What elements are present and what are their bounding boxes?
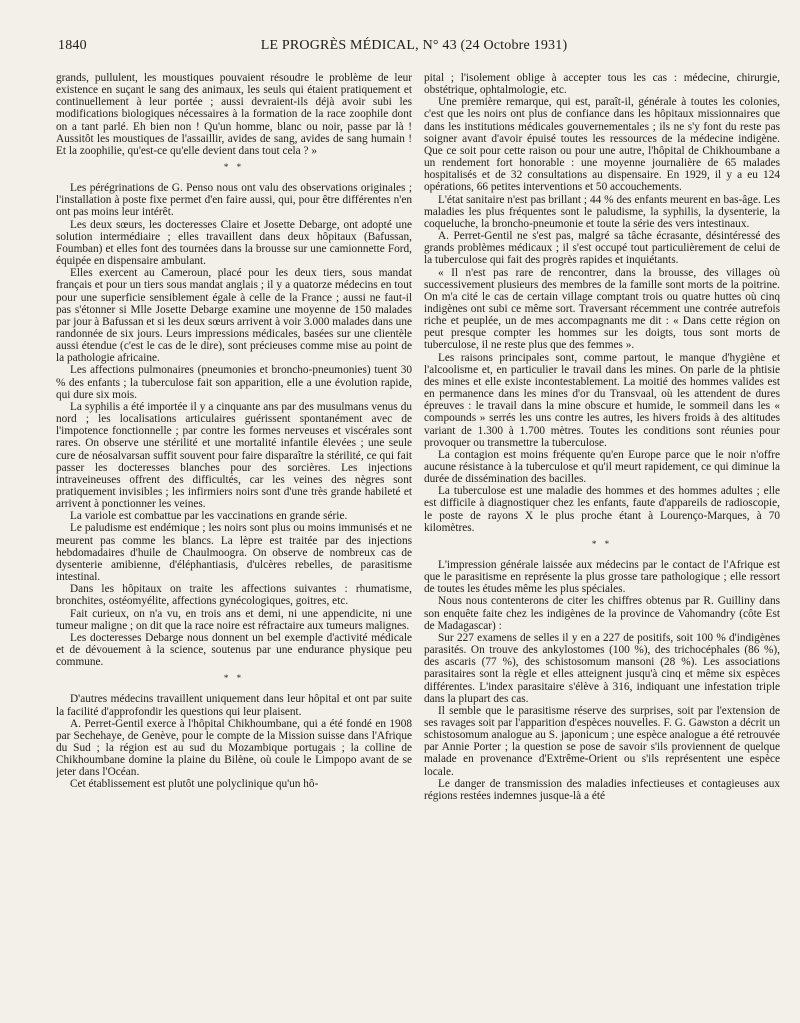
paragraph: La syphilis a été importée il y a cinquante ans par des musulmans venus du nord ; les localisations articulaires guérissent spontanément avec de l'impotence fonctionnelle ; par contre les formes nerveuses et viscérales sont rares. On observe une stérilité et une mortalité infantile élevées ; une seule cure de néosalvarsan suffit souvent pour faire disparaître la stérilité, ce qui fait passer les docteresses blanches pour des sorcières. Les injections intraveineuses offrent des difficultés, car les veines des nègres sont pratiquement invisibles ; les infirmiers noirs sont d'une très grande habileté et arrivent à ponctionner les veines. — [56, 400, 412, 511]
paragraph: Dans les hôpitaux on traite les affections suivantes : rhumatisme, bronchites, ostéomyélite, affections gynécologiques, goitres, etc. — [56, 583, 412, 608]
paragraph: La tuberculose est une maladie des hommes et des hommes adultes ; elle est difficile à diagnostiquer chez les enfants, faute d'appareils de radioscopie, le poste de rayons X le plus proche étant à Lourenço-Marques, à 70 kilomètres. — [424, 485, 780, 534]
paragraph: Les raisons principales sont, comme partout, le manque d'hygiène et l'alcoolisme et, en particulier le travail dans les mines. On parle de la phtisie des mines et elle existe incontestablement. La moitié des hommes valides est en permanence dans les mines d'or du Transvaal, où les attendent de dures épreuves : le travail dans la mine obscure et humide, le sommeil dans les « compounds » serrés les uns contre les autres, les hivers froids à des altitudes variant de 1.300 à 1.700 mètres. Toutes les conditions sont réunies pour provoquer ou transmettre la tuberculose. — [424, 351, 780, 449]
paragraph: Sur 227 examens de selles il y en a 227 de positifs, soit 100 % d'indigènes parasités. On trouve des ankylostomes (100 %), des trichocéphales (86 %), des ascaris (77 %), des schistosomum mansoni (28 %). Les associations parasitaires sont la règle et elles atteignent jusqu'à cinq et même six espèces différentes. L'index parasitaire s'élève à 316, indiquant une infestation triple dans la plupart des cas. — [424, 631, 780, 705]
paragraph: Elles exercent au Cameroun, placé pour les deux tiers, sous mandat français et pour un tiers sous mandat anglais ; il y a quatorze médecins en tout pour une superficie sensiblement égale à celle de la France ; aussi ne faut-il pas s'étonner si Mlle Josette Debarge examine une moyenne de 150 malades par jour à Bafussan et si les deux sœurs arrivent à voir 3.000 malades dans une randonnée de six jours. Leurs impressions médicales, basées sur une clientèle aussi étendue (c'est le cas de le dire), sont précieuses comme mise au point de la pathologie africaine. — [56, 267, 412, 365]
paragraph: A. Perret-Gentil exerce à l'hôpital Chikhoumbane, qui a été fondé en 1908 par Sechehaye, de Genève, pour le compte de la Mission suisse dans l'Afrique du Sud ; la région est au sud du Mozambique portugais ; la colline de Chikhoumbane domine la plaine du Bilène, où coule le Limpopo avant de se jeter dans l'Océan. — [56, 717, 412, 779]
paragraph: grands, pullulent, les moustiques pouvaient résoudre le problème de leur existence en suçant le sang des animaux, les seuls qui étaient pratiquement et continuellement à leur portée ; aussi devraient-ils déjà avoir subi les modifications biologiques nécessaires à la formation de la race zoophile dont on a tant parlé. Eh bien non ! Qu'un homme, blanc ou noir, passe par là ! Aussitôt les moustiques de l'assaillir, avides de sang, avides de sang humain ! Et la zoophilie, qu'est-ce qu'elle devient dans tout cela ? » — [56, 72, 412, 157]
paragraph: « Il n'est pas rare de rencontrer, dans la brousse, des villages où successivement plusieurs des membres de la famille sont morts de la poitrine. On m'a cité le cas de certain village comptant trois ou quatre huttes où cinq indigènes ont subi ce même sort. Traversant récemment une contrée autrefois riche et peuplée, un de mes accompagnants me dit : « Dans cette région on peut presque compter les hommes sur les doigts, tous sont morts de tuberculose, il ne reste plus que des femmes ». — [424, 266, 780, 352]
paragraph: Les pérégrinations de G. Penso nous ont valu des observations originales ; l'installation à poste fixe permet d'en faire aussi, qui, pour être différentes n'en ont pas moins leur intérêt. — [56, 182, 412, 219]
right-column — [424, 72, 780, 1016]
paragraph: La variole est combattue par les vaccinations en grande série. — [70, 510, 348, 523]
left-column — [56, 72, 412, 1016]
page-number: 1840 — [58, 38, 87, 53]
paragraph: pital ; l'isolement oblige à accepter tous les cas : médecine, chirurgie, obstétrique, ophtalmologie, etc. — [424, 72, 780, 97]
paragraph: La contagion est moins fréquente qu'en Europe parce que le noir n'offre aucune résistance à la tuberculose et qu'il meurt rapidement, ce qui diminue la durée de dissémination des bacilles. — [424, 448, 780, 486]
asterism-separator: * * — [591, 538, 613, 549]
paragraph: Le danger de transmission des maladies infectieuses et contagieuses aux régions restées indemnes jusque-là a été — [424, 777, 780, 802]
paragraph: Nous nous contenterons de citer les chiffres obtenus par R. Guilliny dans son enquête faite chez les indigènes de la province de Vahomandry (côte Est de Madagascar) : — [424, 595, 780, 632]
paragraph: L'état sanitaire n'est pas brillant ; 44 % des enfants meurent en bas-âge. Les maladies les plus fréquentes sont le paludisme, la syphilis, la dysenterie, la coqueluche, la broncho-pneumonie et toute la série des vers intestinaux. — [424, 193, 780, 230]
paragraph: Fait curieux, on n'a vu, en trois ans et demi, ni une appendicite, ni une tumeur maligne ; on dit que la race noire est réfractaire aux tumeurs malignes. — [56, 607, 412, 632]
paragraph: A. Perret-Gentil ne s'est pas, malgré sa tâche écrasante, désintéressé des grands problèmes médicaux ; il s'est occupé tout particulièrement de celui de la tuberculose qui fait des progrès rapides et inquiétants. — [424, 230, 780, 267]
asterism-separator: * * — [223, 162, 245, 173]
paragraph: Cet établissement est plutôt une polyclinique qu'un hô- — [70, 778, 319, 791]
paragraph: Il semble que le parasitisme réserve des surprises, soit par l'extension de ses ravages soit par l'apparition d'espèces nouvelles. F. G. Gawston a décrit un schistosomum analogue au S. japonicum ; une espèce analogue a été retrouvée par Annie Porter ; la question se pose de savoir s'ils proviennent de quelque malade en provenance d'Extrême-Orient ou s'ils représentent une espèce locale. — [424, 704, 780, 778]
paragraph: Les affections pulmonaires (pneumonies et broncho-pneumonies) tuent 30 % des enfants ; la tuberculose fait son apparition, elle a une évolution rapide, qui dure six mois. — [56, 364, 412, 401]
paragraph: Le paludisme est endémique ; les noirs sont plus ou moins immunisés et ne meurent pas comme les blancs. La lèpre est traitée par des injections hebdomadaires d'huile de Chaulmoogra. On observe de nombreux cas de dysenterie amibienne, d'éléphantiasis, d'ulcères rebelles, de parasitisme intestinal. — [56, 522, 412, 584]
running-title: LE PROGRÈS MÉDICAL, N° 43 (24 Octobre 1931) — [260, 38, 568, 53]
running-header — [58, 38, 770, 60]
paragraph: L'impression générale laissée aux médecins par le contact de l'Afrique est que le parasitisme en représente la plus grosse tare pathologique ; elle ressort de toutes les études même les plus spéciales. — [424, 558, 780, 596]
paragraph: Une première remarque, qui est, paraît-il, générale à toutes les colonies, c'est que les noirs ont plus de confiance dans les hôpitaux missionnaires que dans les institutions médicales gouvernementales ; ils ne s'y font du reste pas soigner avant d'avoir épuisé toutes les ressources de la médecine indigène. Que ce soit pour cette raison ou pour une autre, l'hôpital de Chikhoumbane a un rendement fort honorable : une moyenne journalière de 65 malades hospitalisés et de 32 consultations au dispensaire. En 1929, il y a eu 124 opérations, 66 petites interventions et 50 accouchements. — [424, 96, 780, 194]
paragraph: Les deux sœurs, les docteresses Claire et Josette Debarge, ont adopté une solution intermédiaire ; elles travaillent dans deux hôpitaux (Bafussan, Foumban) et elles font des tournées dans la brousse sur une camionnette Ford, équipée en dispensaire ambulant. — [56, 218, 412, 268]
asterism-separator: * * — [223, 673, 245, 684]
paragraph: D'autres médecins travaillent uniquement dans leur hôpital et ont par suite la facilité d'approfondir les questions qui leur plaisent. — [56, 693, 412, 718]
paragraph: Les docteresses Debarge nous donnent un bel exemple d'activité médicale et de dévouement à la science, soutenus par une endurance physique peu commune. — [56, 631, 412, 669]
